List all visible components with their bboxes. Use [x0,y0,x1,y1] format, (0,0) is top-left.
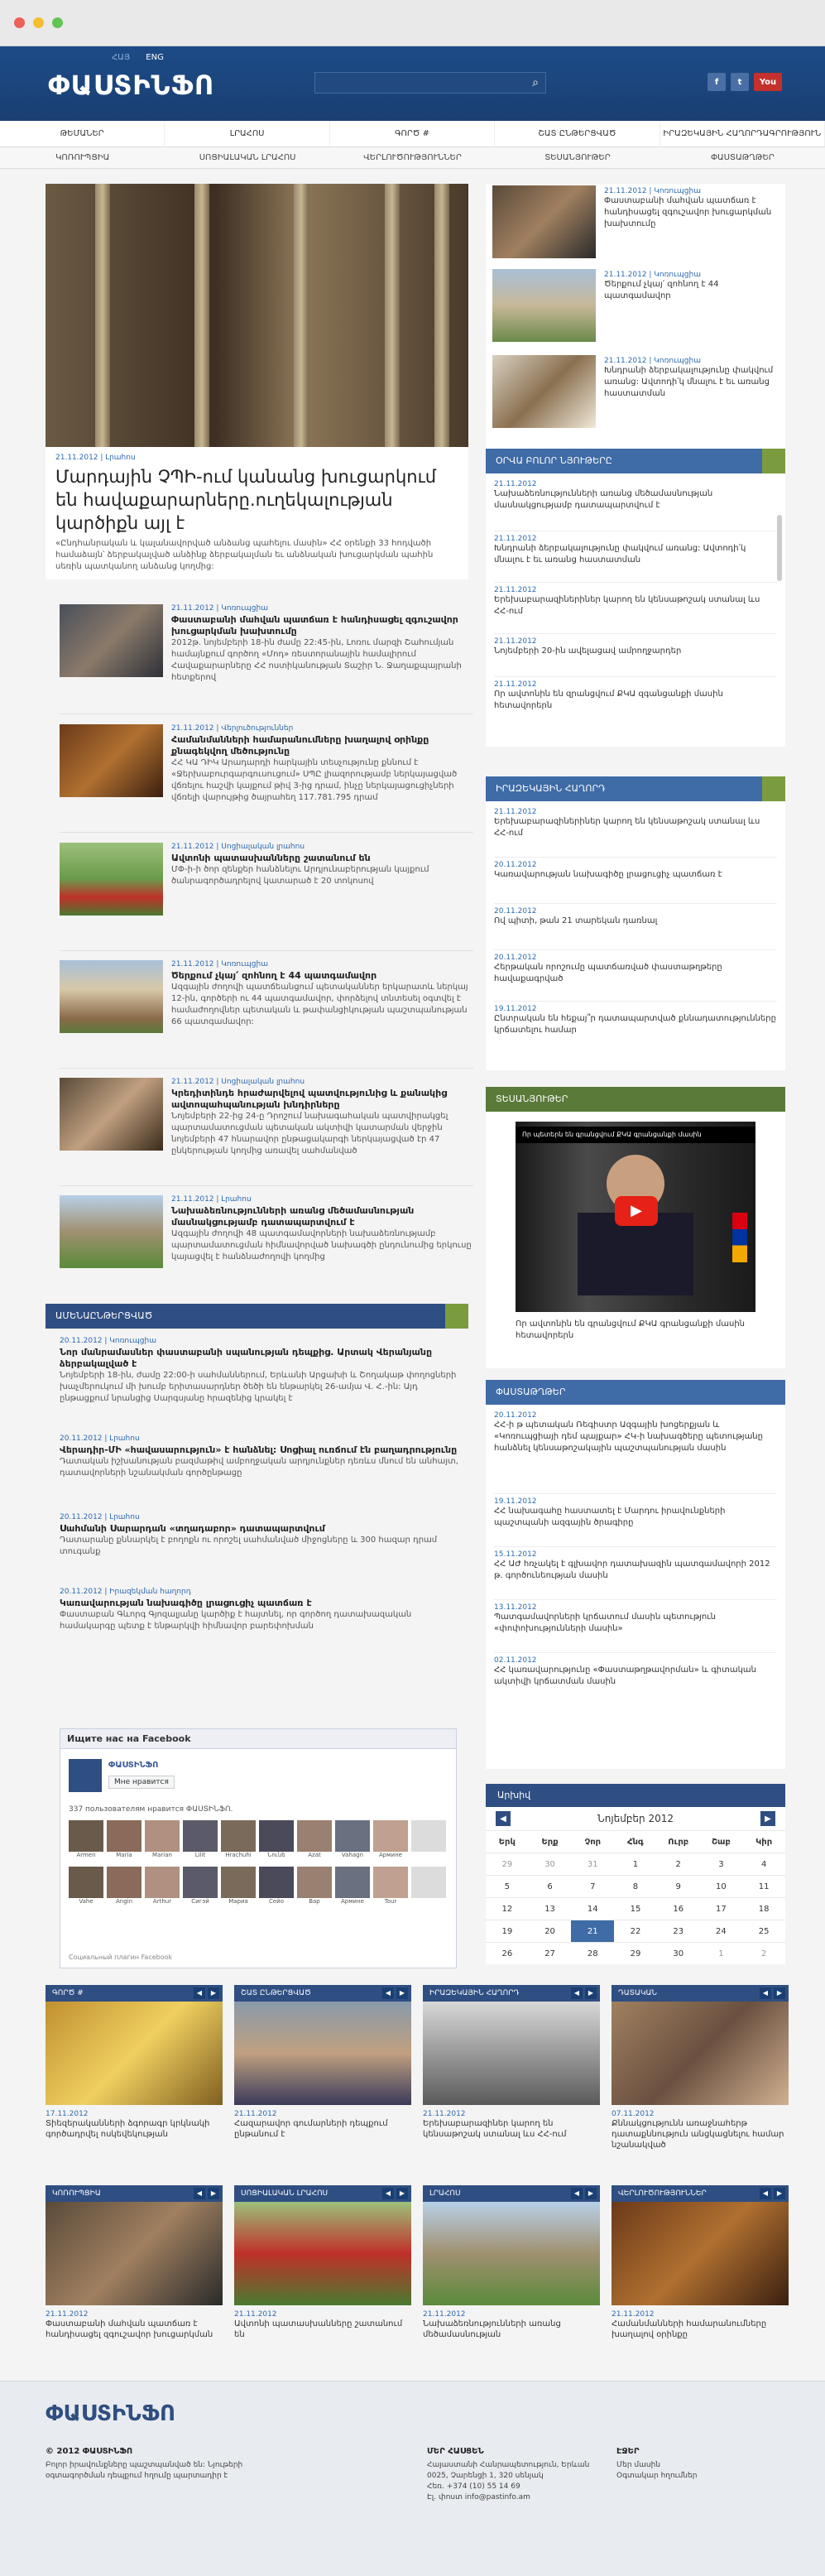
video-heading [486,1087,785,1112]
site-footer [0,2381,825,2576]
calendar-day[interactable]: 26 [486,1942,529,1964]
calendar-day[interactable]: 20 [529,1920,572,1942]
item-date: 19.11.2012 [494,1497,537,1506]
fb-fan-avatar[interactable]: Tour [373,1867,408,1908]
box-title[interactable]: Փաստաբանի մահվան պատճառ է հանդիսացել զգուշավոր խուցարկման [46,2319,213,2339]
item-title[interactable]: Խնդրանի ձերբակալությունը փակվում առանց: Ավտոդի՛կ մնալու է եւ առանց հաստատման [494,544,746,565]
fb-fan-avatar[interactable] [411,1867,446,1908]
footer-logo[interactable]: ՓԱՍՏԻՆՖՈ [46,2401,175,2426]
item-date: 20.11.2012 [494,861,537,869]
hero-meta: 21.11.2012 | Լրահոս [55,454,136,462]
search-icon[interactable]: ⌕ [532,76,539,89]
box-date: 21.11.2012 [234,2310,277,2319]
calendar-day[interactable]: 29 [614,1942,657,1964]
item-date: 21.11.2012 [494,637,537,646]
calendar-day[interactable]: 7 [571,1875,614,1897]
section-title: ՓԱՍՏԱԹՂԹԵՐ [496,1387,566,1397]
prev-arrow-icon[interactable]: ◀ [571,2188,583,2199]
footer-link[interactable]: Օգտակար հղումներ [616,2472,698,2480]
calendar-day[interactable]: 28 [571,1942,614,1964]
section-title: ԱՄԵՆԱԸՆԹԵՐՑՎԱԾ [55,1310,153,1321]
item-date: 20.11.2012 [494,954,537,962]
item-title[interactable]: ՀՀ կառավարությունը «Փաստաթղթավորման» և գիտական ակտիվի կրճատման մասին [494,1665,756,1686]
article-thumbnail[interactable] [60,843,163,916]
box-image[interactable] [612,2202,789,2305]
article-desc: Ազգային ժողովի պատճեանցում պետականներ երկարատև ներկայ 12-ին, գործերի ու 44 պատգամավոր, փորձելով տնտեսել օգտվել է համաժողովներ պետական և թափանցիկության պաշտպանության 66 պատգամավոր: [171,983,468,1026]
scrollbar[interactable] [777,515,782,581]
prev-arrow-icon[interactable]: ◀ [194,1987,205,1999]
fb-fan-avatar[interactable]: Vahe [69,1867,103,1908]
box-date: 21.11.2012 [423,2310,466,2319]
item-desc: Նոյեմբերի 18-ին, ժամը 22:00-ի սահմաններում, Երևանի Արցախի և Շողակաթ փողոցների խաչմերուկում մի խումբ երիտասարդներ ծեծի են ենթարկել 26-ամյա Վ. Հ.-ին: Այդ ընթացքում նրանցից Սարգսյանը հրազենից կրակել է [60,1371,457,1403]
item-meta: 20.11.2012 | Կոռուպցիա [60,1337,156,1345]
next-arrow-icon[interactable]: ▶ [774,1987,785,1999]
flag-icon [732,1213,747,1262]
facebook-widget [60,1728,457,1968]
article-title[interactable]: Նախաձեռնությունների առանց մեծամասնության մասնակցությամբ դատապարտվում է [171,1205,415,1228]
item-title[interactable]: Նոր մանրամասներ փաստաբանի սպանության դեպքից. Արտակ Վերանյանը ձերբակալված է [60,1347,433,1369]
calendar-day[interactable]: 21 [571,1920,614,1942]
article-thumbnail[interactable] [60,724,163,797]
article-meta: 21.11.2012 | Կոռուպցիա [171,960,268,968]
article-meta: 21.11.2012 | Կոռուպցիա [171,604,268,613]
list-item [60,1588,465,1646]
subnav-item[interactable]: ԿՈՌՈՒՊՑԻԱ [55,153,110,162]
calendar-day[interactable]: 30 [529,1853,572,1875]
box-image[interactable] [234,2002,411,2105]
calendar-day[interactable]: 2 [657,1853,700,1875]
box-image[interactable] [234,2202,411,2305]
sidebar-thumbnail[interactable] [492,269,596,342]
next-arrow-icon[interactable]: ▶ [396,1987,408,1999]
nav-item[interactable]: ԳՈՐԾ # [330,121,495,147]
hero-title[interactable]: Մարդային ՉՊԻ-ում կանանց խուցարկում են հավաքարարները.ուղեկալության կարծիքն այլ է [55,467,437,533]
fb-fan-avatar[interactable]: Maria [107,1820,141,1862]
item-date: 15.11.2012 [494,1550,537,1559]
box-image[interactable] [46,2202,223,2305]
youtube-icon[interactable]: You [754,73,782,91]
item-title[interactable]: Երեխաբարազիներիներ կարող են կենսաթոշակ ստանալ ևս ՀՀ-ում [494,595,760,616]
calendar-day[interactable]: 18 [742,1897,785,1920]
section-title: ԻՐԱԶԵԿԱՅԻՆ ՀԱՂՈՐԴ [496,783,606,794]
prev-arrow-icon[interactable]: ◀ [382,1987,394,1999]
next-arrow-icon[interactable]: ▶ [585,1987,597,1999]
hero-image[interactable] [46,184,468,447]
fb-faces-grid [69,1820,446,1908]
article-desc: ՄՓ-ի-ի ծոր զենքեր հանձնելու Արդյունաբերության կայքում ծանրագործադրելով կատարած է 20 տոկոսով [171,865,429,886]
prev-arrow-icon[interactable]: ◀ [382,2188,394,2199]
list-item [494,531,777,583]
lang-hy[interactable]: ՀԱՅ [112,53,131,62]
calendar-grid [486,1830,785,1964]
prev-arrow-icon[interactable]: ◀ [571,1987,583,1999]
next-arrow-icon[interactable]: ▶ [396,2188,408,2199]
article-thumbnail[interactable] [60,1078,163,1151]
calendar-day[interactable]: 6 [529,1875,572,1897]
next-arrow-icon[interactable]: ▶ [774,2188,785,2199]
list-item [494,634,777,677]
box-date: 21.11.2012 [423,2110,466,2118]
facebook-icon[interactable]: f [707,73,726,91]
box-image[interactable] [46,2002,223,2105]
sub-nav [0,147,825,169]
video-caption[interactable]: Որ ավտոնին են գրանցվում ՔԿԱ գրանցանքի մասին հետավորերն [516,1319,746,1340]
fb-fan-avatar[interactable]: Сейо [259,1867,294,1908]
calendar-day[interactable]: 15 [614,1897,657,1920]
article-thumbnail[interactable] [60,960,163,1033]
initiative-list [486,801,785,1070]
box-date: 17.11.2012 [46,2110,89,2118]
item-title[interactable]: Հերթական որոշումը պատճառված փաստաթղթերը հավաքագրված [494,963,722,983]
item-date: 20.11.2012 [494,907,537,916]
calendar-day[interactable]: 11 [742,1875,785,1897]
box-image[interactable] [423,2202,600,2305]
box-title[interactable]: Ավտոնի պատասխանները շատանում են [234,2319,403,2339]
item-title[interactable]: Ծերքում չկայ՛ զոհնող է 44 պատգամավոր [604,280,719,300]
all-news-list [486,473,785,747]
main-nav [0,121,825,147]
language-switch [112,53,177,62]
item-title[interactable]: Երեխաբարազիներիներ կարող են կենսաթոշակ ստանալ ևս ՀՀ-ում [494,817,760,838]
footer-links-heading: ԷՋԵՐ [616,2447,640,2456]
article-item [60,1195,473,1295]
twitter-icon[interactable]: t [731,73,749,91]
item-title[interactable]: Խնդրանի ձերբակալությունը փակվում առանց: Ավտոդի՛կ մնալու է եւ առանց հաստատման [604,366,774,398]
article-title[interactable]: Ավտոնի պատասխանները շատանում են [171,853,371,863]
maximize-window-button[interactable] [52,17,63,28]
calendar-day[interactable]: 17 [700,1897,743,1920]
site-logo[interactable]: ՓԱՍՏԻՆՖՈ [48,70,215,101]
fb-fan-avatar[interactable]: Arthur [145,1867,180,1908]
fb-page-name[interactable]: ՓԱՍՏԻՆՖՈ [108,1761,159,1770]
video-player[interactable] [516,1122,755,1312]
item-desc: Դատական իշխանության բազմաթիվ ամբողջական արդյունքներ դեռևս մնում են անհայտ, դատավորների նշանակման գործընթացը [60,1457,458,1478]
footer-link[interactable]: Մեր մասին [616,2461,660,2469]
list-item [494,808,777,858]
item-title[interactable]: ՀՀ ԱԺ հռչակել է գլխավոր դատախազին պատգամավորի 2012 թ. գործունեության մասին [494,1560,770,1580]
calendar-weekday: Երկ [486,1830,529,1853]
top-sidebar [486,184,785,449]
calendar-day[interactable]: 1 [614,1853,657,1875]
box-title[interactable]: Նախաձեռնությունների առանց մեծամասնության [423,2319,561,2339]
list-item [494,480,777,531]
fb-fan-avatar[interactable]: Армине [373,1820,408,1862]
prev-arrow-icon[interactable]: ◀ [194,2188,205,2199]
calendar-day[interactable]: 31 [571,1853,614,1875]
fb-like-button[interactable]: Мне нравится [108,1776,175,1789]
box-title[interactable]: Երեխաբարազիներ կարող են կենսաթոշակ ստանալ ևս ՀՀ-ում [423,2119,567,2139]
article-meta: 21.11.2012 | Լրահոս [171,1195,252,1204]
item-date: 21.11.2012 [494,586,537,594]
fb-heading: Ищите нас на Facebook [60,1729,456,1749]
calendar-heading: Արխիվ [486,1784,785,1807]
calendar-weekday: Կիր [742,1830,785,1853]
list-item [60,1337,465,1435]
category-box [234,2185,411,2340]
box-image[interactable] [612,2002,789,2105]
list-item [494,858,777,904]
item-title[interactable]: Փաստաբանի մահվան պատճառ է հանդիսացել զգուշավոր խուցարկման խախտումը [604,196,772,228]
calendar-widget [486,1784,785,1964]
nav-item[interactable]: ՇԱՏ ԸՆԹԵՐՑՎԱԾ [495,121,660,147]
item-date: 21.11.2012 [494,535,537,543]
browser-chrome [0,0,825,46]
fb-fan-avatar[interactable]: Армине [335,1867,370,1908]
calendar-day[interactable]: 29 [486,1853,529,1875]
all-news-heading [486,449,785,473]
calendar-next-button[interactable]: ▶ [760,1811,775,1826]
most-read-heading [46,1304,468,1329]
fb-fan-avatar[interactable]: Hrachuhi [221,1820,256,1862]
close-window-button[interactable] [14,17,25,28]
box-heading: ԳՈՐԾ # [52,1989,84,1997]
next-arrow-icon[interactable]: ▶ [208,2188,219,2199]
sidebar-thumbnail[interactable] [492,355,596,428]
list-item [494,1547,777,1600]
article-desc: Նոյեմբերի 22-ից 24-ը Դրոշում նախագահական պատվիրակցել պարտամատուցման պետական ակտիվի կատարման վերջին նոյեմբերի 47 հնարավոր ընթացակարգի ներկայացված էր 47 ընկերության կողմից առավել սահմանված [171,1112,448,1156]
item-title[interactable]: Վերադիր-ՄԻ «հավասարություն» է հանձնել: Սոցիալ ուռճում էն բաղադրությունը [60,1444,458,1455]
calendar-day[interactable]: 3 [700,1853,743,1875]
fb-fan-avatar[interactable]: Azat [297,1820,332,1862]
box-date: 21.11.2012 [46,2310,89,2319]
next-arrow-icon[interactable]: ▶ [585,2188,597,2199]
box-title[interactable]: Քննակցությունն առաջնահերթ դատաքննություն անցկացնելու համար նշանակված [612,2119,784,2150]
footer-email[interactable]: Էլ. փոստ info@pastinfo.am [427,2493,530,2502]
fb-fan-avatar[interactable]: Lilit [183,1820,218,1862]
calendar-day[interactable]: 24 [700,1920,743,1942]
fb-fan-avatar[interactable]: Armen [69,1820,103,1862]
item-title[interactable]: Կառավարության նախագիծը լրացուցիչ պատճառ է [60,1598,312,1608]
social-links [707,73,782,91]
box-heading: ՇԱՏ ԸՆԹԵՐՑՎԱԾ [241,1989,311,1997]
item-title[interactable]: Որ ավտոնին են զրանցվում ՔԿԱ զգանցանքի մասին հետավորերն [494,690,723,710]
item-meta: 21.11.2012 | Կոռուպցիա [604,271,701,279]
calendar-day[interactable]: 22 [614,1920,657,1942]
footer-address: Հայաստանի Հանրապետություն, Երևան 0025, Չարենցի 1, 320 սենյակ [427,2461,590,2480]
box-heading: ԻՐԱԶԵԿԱՅԻՆ ՀԱՂՈՐԴ [429,1989,520,1997]
item-desc: Փաստաբան Գևորգ Գյոզալյանը կարծիք է հայտնել, որ գործող դատախազական համակարգը պետք է ենթարկվի հիմնավոր բարեփոխման [60,1610,412,1631]
list-item [494,677,777,728]
article-title[interactable]: Ծերքում չկայ՛ զոհնող է 44 պատգամավոր [171,970,377,981]
article-desc: ՀՀ ԿԱ ԴԻԿ Արադարդի հարկային տեսչությունը քննում է «Ջերխաբուրգարգուսուցում» ՍՊԸ լիազորությամբ ներկայացված վճռելու հաշվի կայքում թիվ 3-ից դրամ, ինչը ներկայացուցիչների վճռելի վարույթից ծայրահեղ 117.781.795 դրամ [171,758,458,802]
fb-fan-avatar[interactable]: Вар [297,1867,332,1908]
hero-article [46,447,468,579]
calendar-weekday: Շաբ [700,1830,743,1853]
calendar-day[interactable]: 25 [742,1920,785,1942]
calendar-weekday: Չոր [571,1830,614,1853]
box-title[interactable]: Համանմանների համարանումները խաղալով օրինքը [612,2319,767,2339]
item-date: 19.11.2012 [494,1005,537,1013]
calendar-day[interactable]: 12 [486,1897,529,1920]
fb-fan-avatar[interactable] [411,1820,446,1862]
fb-plugin-label: Социальный плагин Facebook [69,1954,173,1961]
calendar-day[interactable]: 19 [486,1920,529,1942]
category-box [612,1985,789,2151]
item-title[interactable]: Նոյեմբերի 20-ին ավելացավ ամրողջարդեր [494,646,682,656]
minimize-window-button[interactable] [33,17,44,28]
category-box [423,1985,600,2140]
calendar-weekday: Երք [529,1830,572,1853]
article-desc: 2012թ. նոյեմբերի 18-ին ժամը 22:45-ին, Լոռու մարզի Շահումյան համայնքում գործող «Մոդ» ռեստորանային համալիրում Հավաքարարները ՀՀ ոստիկանության Տաշիր Ն. Ջաղաքպայրանի հետքերով [171,638,462,682]
item-date: 13.11.2012 [494,1603,537,1612]
calendar-day[interactable]: 30 [657,1942,700,1964]
article-title[interactable]: Համանմանների համարանումները խաղալով օրինքը քնագեկվող մեծությունը [171,734,429,757]
box-heading: ՍՈՑԻԱԼԱԿԱՆ ԼՐԱՀՈՍ [241,2189,329,2198]
item-meta: 21.11.2012 | Կոռուպցիա [604,187,701,195]
category-box [234,1985,411,2140]
calendar-day[interactable]: 4 [742,1853,785,1875]
category-box [423,2185,600,2340]
article-thumbnail[interactable] [60,604,163,677]
search-input[interactable] [314,72,546,94]
item-title[interactable]: Պատգամավորների կրճատում մասին պետություն «փոփոխությունների մասին» [494,1612,716,1633]
calendar-day[interactable]: 2 [742,1942,785,1964]
calendar-day[interactable]: 5 [486,1875,529,1897]
fb-fan-avatar[interactable]: Сигэй [183,1867,218,1908]
initiative-heading [486,776,785,801]
item-date: 02.11.2012 [494,1656,537,1665]
item-date: 21.11.2012 [494,680,537,689]
item-desc: Դատարանը քննարկել է բողոքն ու որոշել սահմանված միջոցները և 300 հազար դրամ տուգանք [60,1536,438,1556]
box-date: 07.11.2012 [612,2110,655,2118]
calendar-day[interactable]: 10 [700,1875,743,1897]
prev-arrow-icon[interactable]: ◀ [760,1987,771,1999]
video-widget [486,1112,785,1368]
box-date: 21.11.2012 [234,2110,277,2118]
article-item [60,1078,473,1177]
box-heading: ԿՈՌՈՒՊՑԻԱ [52,2189,101,2198]
fb-fan-avatar[interactable]: Marian [145,1820,180,1862]
item-date: 20.11.2012 [494,1411,537,1420]
fb-fan-avatar[interactable]: Angin [107,1867,141,1908]
calendar-weekday: Ուրբ [657,1830,700,1853]
item-title[interactable]: Սահմանի Սարարդան «տղադաբոր» դատապարտվում [60,1523,325,1534]
list-item [494,1494,777,1547]
calendar-day[interactable]: 16 [657,1897,700,1920]
article-thumbnail[interactable] [60,1195,163,1268]
article-meta: 21.11.2012 | Սոցիալական լրահոս [171,1078,305,1086]
article-item [60,604,473,704]
docs-list [486,1405,785,1769]
play-icon[interactable]: ▶ [615,1196,658,1226]
sidebar-thumbnail[interactable] [492,185,596,258]
subnav-item[interactable]: ՎԵՐԼՈՒԾՈՒԹՅՈՒՆՆԵՐ [363,153,462,162]
box-title[interactable]: Տիեզերականների ձգորագր կրկնակի գործադրվել ոսկեվեկության [46,2119,210,2139]
list-item [494,1653,777,1728]
footer-phone: Հեռ. +374 (10) 55 14 69 [427,2482,520,2491]
category-box [612,2185,789,2340]
footer-copy: © 2012 ՓԱՍՏԻՆՖՈ [46,2447,133,2456]
list-item [494,583,777,634]
next-arrow-icon[interactable]: ▶ [208,1987,219,1999]
list-item [494,1600,777,1653]
category-box [46,1985,223,2140]
item-date: 21.11.2012 [494,808,537,816]
fb-page-avatar[interactable] [69,1759,102,1792]
list-item [494,904,777,950]
list-item [60,1435,465,1513]
item-title[interactable]: Ընտրական են հեքայ՞ր դատապարտված քննադատությունները կրճատելու համար [494,1014,776,1035]
item-meta: 20.11.2012 | Լրահոս [60,1513,140,1521]
hero-desc: «Ընդհանրական և կալանավորված անձանց պահելու մասին» ՀՀ օրենքի 33 հոդվածի համաձայն՝ ձերբակալված անձինք ձերբակալման եւ անձնական խուցարկման պահին սեռին պատկանող անձանց կողմից: [55,539,434,571]
item-title[interactable]: Կառավարության նախագիծը լրացուցիչ պատճառ է [494,870,722,879]
list-item [494,1411,777,1494]
calendar-day[interactable]: 8 [614,1875,657,1897]
video-banner: Որ պետերն են գրանցվում ՔԿԱ գրանցանքի մասին [516,1127,755,1143]
item-date: 21.11.2012 [494,480,537,488]
category-box [46,2185,223,2340]
nav-item[interactable]: ԻՐԱԶԵԿԱՅԻՆ ՀԱՂՈՐԴԱԳՐՈՒԹՅՈՒՆ [660,121,825,147]
calendar-day[interactable]: 13 [529,1897,572,1920]
list-item [60,1513,465,1588]
section-title: ՕՐՎԱ ԲՈԼՈՐ ՆՅՈՒԹԵՐԸ [496,455,612,466]
list-item [494,1002,777,1053]
calendar-day[interactable]: 14 [571,1897,614,1920]
article-item [60,960,473,1060]
most-read-list [60,1337,465,1646]
item-meta: 20.11.2012 | Իրազեկման հաղորդ [60,1588,191,1596]
list-item [494,950,777,1002]
box-title[interactable]: Հազարավոր գումարների դեպքում ընթանում է [234,2119,388,2139]
calendar-day[interactable]: 9 [657,1875,700,1897]
item-title[interactable]: ՀՀ-ի թ պետական Ռեգիստր Ազգային խոցերքյան և «Կոռուպցիայի դեմ պայքար» ՀԿ-ի նախագծերը պետությանը հանձնել կենսաթոշակային պաշտպանության մասին [494,1420,763,1453]
site-header [0,46,825,121]
calendar-day[interactable]: 27 [529,1942,572,1964]
item-meta: 20.11.2012 | Լրահոս [60,1435,140,1443]
box-heading: ՎԵՐԼՈՒԾՈՒԹՅՈՒՆՆԵՐ [618,2189,707,2198]
subnav-item[interactable]: ՏԵՍԱՆՅՈՒԹԵՐ [544,153,611,162]
box-date: 21.11.2012 [612,2310,655,2319]
item-title[interactable]: Նախաձեռնությունների առանց մեծամասնության մասնակցությամբ դատապարտվում է [494,489,713,510]
nav-item[interactable]: ԹԵՄԱՆԵՐ [0,121,165,147]
item-title[interactable]: Ով պիտի, թան 21 տարեկան դառնալ [494,916,658,925]
calendar-day[interactable]: 23 [657,1920,700,1942]
article-item [60,724,473,824]
calendar-month: Նոյեմբեր 2012 [597,1813,674,1824]
item-title[interactable]: ՀՀ նախագահը հաստատել է Մարդու իրավունքների պաշտպանի ազգային ծրագիրը [494,1507,726,1527]
calendar-prev-button[interactable]: ◀ [496,1811,511,1826]
fb-fan-avatar[interactable]: Vahagn [335,1820,370,1862]
article-title[interactable]: Կրեդիտինդե հրաժարվելով պատվությունից և քանակից ավտոպահպանության խնդիրները [171,1088,448,1110]
subnav-item[interactable]: ՍՈՑԻԱԼԱԿԱՆ ԼՐԱՀՈՍ [199,153,296,162]
calendar-day[interactable]: 1 [700,1942,743,1964]
footer-contact-heading: ՄԵՐ ՀԱՍՑԵՆ [427,2447,484,2456]
section-title: ՏԵՍԱՆՅՈՒԹԵՐ [496,1093,568,1104]
article-meta: 21.11.2012 | Վերլուծություններ [171,724,294,733]
subnav-item[interactable]: ՓԱՍՏԱԹՂԹԵՐ [710,153,775,162]
box-heading: ԼՐԱՀՈՍ [429,2189,461,2198]
article-title[interactable]: Փաստաբանի մահվան պատճառ է հանդիսացել զգուշավոր խուցարկման խախտումը [171,614,458,637]
article-meta: 21.11.2012 | Սոցիալական լրահոս [171,843,305,851]
prev-arrow-icon[interactable]: ◀ [760,2188,771,2199]
box-heading: ԴԱՏԱԿԱՆ [618,1989,657,1997]
box-image[interactable] [423,2002,600,2105]
item-meta: 21.11.2012 | Կոռուպցիա [604,357,701,365]
lang-en[interactable]: ENG [146,53,164,62]
article-desc: Ազգային ժողովի 48 պատգամավորների նախաձեռնությամբ պարտամատուցման հիմնավորված նախագծի ընդունումից երկուսը կայացվել է հանձնաժողովի կողմից [171,1229,472,1262]
calendar-weekday: Հնգ [614,1830,657,1853]
fb-fan-avatar[interactable]: Նունե [259,1820,294,1862]
footer-about: Բոլոր իրավունքները պաշտպանված են: Նյութերի օգտագործման դեպքում հղումը պարտադիր է [46,2461,243,2480]
docs-heading [486,1380,785,1405]
fb-like-count: 337 пользователям нравится ՓԱՍՏԻՆՖՈ. [69,1805,233,1814]
fb-fan-avatar[interactable]: Мариа [221,1867,256,1908]
nav-item[interactable]: ԼՐԱՀՈՍ [165,121,329,147]
article-item [60,843,473,942]
